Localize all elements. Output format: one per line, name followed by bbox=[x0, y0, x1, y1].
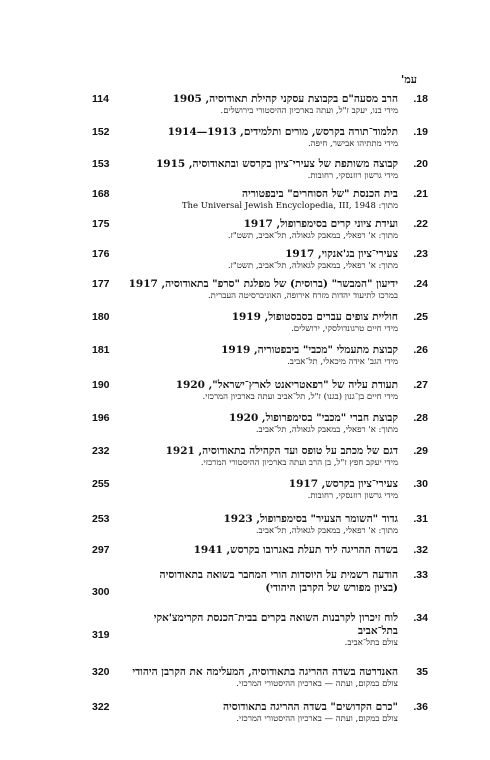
entry-page-number: 300 bbox=[92, 586, 110, 598]
entry-source: מתוך: א' רפאלי, במאבק לגאולה, תל־אביב, תשט"ז. bbox=[227, 261, 398, 271]
entry-source: מתוך: The Universal Jewish Encyclopedia, III, 1948 bbox=[181, 201, 398, 211]
entry-page-number: 253 bbox=[92, 513, 110, 525]
entry-number: .34 bbox=[413, 612, 428, 624]
entry-page-number: 319 bbox=[92, 629, 110, 641]
entry-source: מתוך: א' רפאלי, במאבק לגאולה, תל־אביב. bbox=[255, 526, 398, 536]
entry-page-number: 153 bbox=[92, 158, 110, 170]
entry-number: .22 bbox=[413, 218, 428, 230]
entry-page-number: 196 bbox=[92, 412, 110, 424]
entry-number: .19 bbox=[413, 126, 428, 138]
entry-number: .25 bbox=[413, 311, 428, 323]
entry-title: תלמוד־תורה בקרסש, מורים ותלמידים, 1913—1914 bbox=[167, 126, 398, 138]
entry-number: .21 bbox=[413, 188, 428, 200]
entry-source: צולם במקום, ועתה — בארכיון ההיסטורי המרכזי. bbox=[236, 714, 398, 724]
toc-entry bbox=[0, 344, 490, 379]
toc-entry bbox=[0, 513, 490, 544]
entry-page-number: 297 bbox=[92, 544, 110, 556]
entry-number: .27 bbox=[413, 379, 428, 391]
toc-entry bbox=[0, 278, 490, 311]
entry-page-number: 114 bbox=[92, 93, 109, 105]
entry-title: צעירי־ציון בג'אנקוי, 1917 bbox=[285, 248, 398, 260]
entry-number: .23 bbox=[413, 248, 428, 260]
entry-title: גדוד "השומר הצעיר" בסימפרופול, 1923 bbox=[223, 513, 398, 525]
toc-entry bbox=[0, 379, 490, 412]
entry-title: הרב מסעה"ם בקבוצת עסקני קהילת תאודוסיה, 1905 bbox=[172, 93, 398, 105]
entry-page-number: 177 bbox=[92, 278, 110, 290]
toc-entries bbox=[0, 93, 490, 733]
entry-page-number: 152 bbox=[92, 126, 110, 138]
entry-number: .26 bbox=[413, 344, 428, 356]
entry-page-number: 176 bbox=[92, 248, 110, 260]
entry-page-number: 168 bbox=[92, 188, 110, 200]
toc-entry bbox=[0, 666, 490, 701]
entry-source: צולם בתל־אביב. bbox=[344, 638, 398, 648]
entry-number: .33 bbox=[413, 569, 428, 581]
toc-entry bbox=[0, 544, 490, 569]
entry-source: מידי גרשון רוזנסקי, רחובות. bbox=[307, 491, 398, 501]
toc-entry bbox=[0, 248, 490, 278]
toc-entry bbox=[0, 445, 490, 478]
toc-entry bbox=[0, 569, 490, 612]
entry-title: ועידת ציוני קרים בסימפרופול, 1917 bbox=[243, 218, 398, 230]
page-column-header: עמ' bbox=[400, 73, 417, 86]
entry-number: .28 bbox=[413, 412, 428, 424]
entry-number: .29 bbox=[413, 445, 428, 457]
toc-entry bbox=[0, 311, 490, 344]
entry-page-number: 175 bbox=[92, 218, 110, 230]
toc-entry bbox=[0, 412, 490, 445]
entry-source: מידי גרשון רוזנסקי, רחובות. bbox=[307, 171, 398, 181]
entry-page-number: 320 bbox=[92, 666, 110, 678]
entry-title: בית הכנסת "של הסוחרים" ביבפטוריה bbox=[241, 188, 398, 200]
entry-source: מידי הגב' אידה מיכאלי, תל־אביב. bbox=[287, 357, 398, 367]
toc-entry bbox=[0, 612, 490, 666]
entry-title: בשדה ההריגה ליד תעלת באגרובו בקרסש, 1941 bbox=[193, 544, 398, 556]
entry-page-number: 232 bbox=[92, 445, 110, 457]
entry-number: .32 bbox=[413, 544, 428, 556]
entry-source: מידי חיים בן־גנון (בגנו) ז"ל, תל־אביב ועתה בארכיון המרכזי. bbox=[202, 392, 398, 402]
entry-number: .20 bbox=[413, 158, 428, 170]
toc-entry bbox=[0, 188, 490, 218]
entry-number: .31 bbox=[413, 513, 428, 525]
toc-entry bbox=[0, 218, 490, 248]
entry-source: מתוך: א' רפאלי, במאבק לגאולה, תל־אביב. bbox=[255, 425, 398, 435]
entry-title: דגם של מכתב על טופס ועד הקהילה בתאודוסיה, 1921 bbox=[165, 445, 398, 457]
toc-entry bbox=[0, 478, 490, 513]
entry-title: קבוצת מתעמלי "מכבי" ביבפטוריה, 1919 bbox=[221, 344, 398, 356]
entry-page-number: 181 bbox=[92, 344, 110, 356]
entry-source: מידי מתתיהו אבישר, חיפה. bbox=[307, 139, 398, 149]
entry-page-number: 180 bbox=[92, 311, 110, 323]
entry-page-number: 190 bbox=[92, 379, 110, 391]
entry-title: ידיעון "המבשר" (ברוסית) של מפלגת "סרפ" בתאודוסיה, 1917 bbox=[128, 278, 398, 290]
entry-title: לוח זיכרון לקרבנות השואה בקרים בבית־הכנסת הקרימצ'אקי bbox=[153, 612, 398, 624]
entry-page-number: 255 bbox=[92, 478, 110, 490]
entry-number: .36 bbox=[413, 701, 428, 713]
entry-source: מידי בנו, יעקב ז"ל, ועתה בארכיון ההיסטורי בירושלים. bbox=[220, 106, 398, 116]
toc-entry bbox=[0, 126, 490, 158]
entry-title: קבוצה משותפת של צעירי־ציון בקרסש ובתאודוסיה, 1915 bbox=[155, 158, 398, 170]
entry-source: צולם במקום, ועתה — בארכיון ההיסטורי המרכזי. bbox=[236, 679, 398, 689]
entry-title-continued: בתל־אביב bbox=[357, 625, 398, 637]
entry-title: "כרם הקדושים" בשדה ההריגה בתאודוסיה bbox=[222, 701, 398, 713]
entry-source: מתוך: א' רפאלי, במאבק לגאולה, תל־אביב, תשט"ז. bbox=[227, 231, 398, 241]
entry-title: תעודת עליה של "רפאטריאנט לארץ־ישראל", 1920 bbox=[175, 379, 398, 391]
entry-title-continued: (בציון מפורש של הקרבן היהודי) bbox=[265, 582, 398, 594]
toc-entry bbox=[0, 158, 490, 188]
entry-title: קבוצת חברי "מכבי" בסימפרופול, 1920 bbox=[229, 412, 398, 424]
entry-number: .24 bbox=[413, 278, 428, 290]
entry-source: מידי יעקב חפץ ז"ל, בן הרב ועתה בארכיון ההיסטורי המרכזי. bbox=[200, 458, 398, 468]
entry-title: חוליית צופים עברים בסבסטופול, 1919 bbox=[231, 311, 398, 323]
entry-title: האנדרטה בשדה ההריגה בתאודוסיה, המעלימה את הקרבן היהודי bbox=[132, 666, 398, 678]
entry-source: מידי חיים טרגונדולסקי, ירושלים. bbox=[291, 324, 398, 334]
entry-title: הודעה רשמית על היוסדות הורי המחבר בשואה בתאודוסיה bbox=[159, 569, 398, 581]
entry-number: .30 bbox=[413, 478, 428, 490]
toc-entry bbox=[0, 701, 490, 733]
entry-title: צעירי־ציון בקרסש, 1917 bbox=[288, 478, 398, 490]
entry-source: במרכז לתיעוד יהדות מזרח אירופה, האוניברסיטה העברית. bbox=[207, 291, 398, 301]
entry-number: .18 bbox=[413, 93, 428, 105]
entry-page-number: 322 bbox=[92, 701, 110, 713]
toc-entry bbox=[0, 93, 490, 126]
entry-number: 35 bbox=[416, 666, 428, 678]
